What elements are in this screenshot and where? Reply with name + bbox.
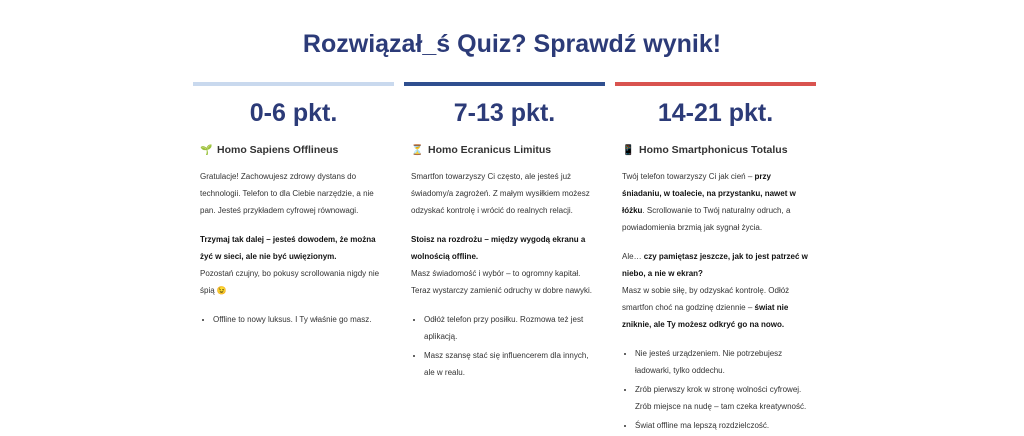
result-advice: Stoisz na rozdrożu – między wygodą ekranu a wolnością offline. Masz świadomość i wybór – to ogromny kapitał. Teraz wystarczy zamienić odruchy w dobre nawyki. (411, 235, 592, 295)
tips-list (411, 311, 598, 381)
list-item: • Świat offline ma lepszą rozdzielczość. (635, 417, 809, 434)
result-name: Homo Smartphonicus Totalus (639, 144, 788, 156)
smartphone-icon: 📱 (622, 144, 635, 156)
score-range: 0-6 pkt. (249, 99, 338, 127)
list-item: • Masz szansę stać się influencerem dla innych, ale w realu. (424, 347, 598, 381)
list-item: • Zrób pierwszy krok w stronę wolności cyfrowej. Zrób miejsce na nudę – tam czeka kreatywność. (635, 381, 809, 415)
result-advice: Trzymaj tak dalej – jesteś dowodem, że można żyć w sieci, ale nie być uwięzionym. Pozostań czujny, bo pokusy scrollowania nigdy nie śpią 😉 (200, 235, 380, 295)
result-name: Homo Ecranicus Limitus (428, 144, 552, 156)
result-column-mid (404, 82, 605, 383)
score-range: 14-21 pkt. (657, 99, 774, 127)
result-column-low (193, 82, 394, 330)
tips-list (622, 345, 809, 434)
list-item: • Nie jesteś urządzeniem. Nie potrzebujesz ładowarki, tylko oddechu. (635, 345, 809, 379)
list-item: • Offline to nowy luksus. I Ty właśnie go masz. (213, 311, 387, 328)
column-accent-bar (615, 82, 816, 86)
seedling-icon: 🌱 (200, 144, 213, 156)
result-column-high (615, 82, 816, 436)
hourglass-icon: ⏳ (411, 144, 424, 156)
list-item: • Odłóż telefon przy posiłku. Rozmowa też jest aplikacją. (424, 311, 598, 345)
result-description: Smartfon towarzyszy Ci często, ale jesteś już świadomy/a zagrożeń. Z małym wysiłkiem możesz odzyskać kontrolę i wrócić do realnych relacji. (411, 172, 590, 215)
result-description: Gratulacje! Zachowujesz zdrowy dystans do technologii. Telefon to dla Ciebie narzędzie, a nie pan. Jesteś przykładem cyfrowej równowagi. (200, 172, 374, 215)
score-range: 7-13 pkt. (453, 99, 556, 127)
result-description: Twój telefon towarzyszy Ci jak cień – przy śniadaniu, w toalecie, na przystanku, nawet w łóżku. Scrollowanie to Twój naturalny odruch, a powiadomienia brzmią jak sygnał życia. (622, 172, 796, 232)
column-accent-bar (193, 82, 394, 86)
result-advice: Ale… czy pamiętasz jeszcze, jak to jest patrzeć w niebo, a nie w ekran? Masz w sobie siłę, by odzyskać kontrolę. Odłóż smartfon choć na godzinę dziennie – świat nie zniknie, ale Ty możesz odkryć go na nowo. (622, 252, 808, 329)
result-name: Homo Sapiens Offlineus (217, 144, 339, 156)
tips-list (200, 311, 387, 328)
page-title: Rozwiązał_ś Quiz? Sprawdź wynik! (302, 30, 722, 58)
column-accent-bar (404, 82, 605, 86)
